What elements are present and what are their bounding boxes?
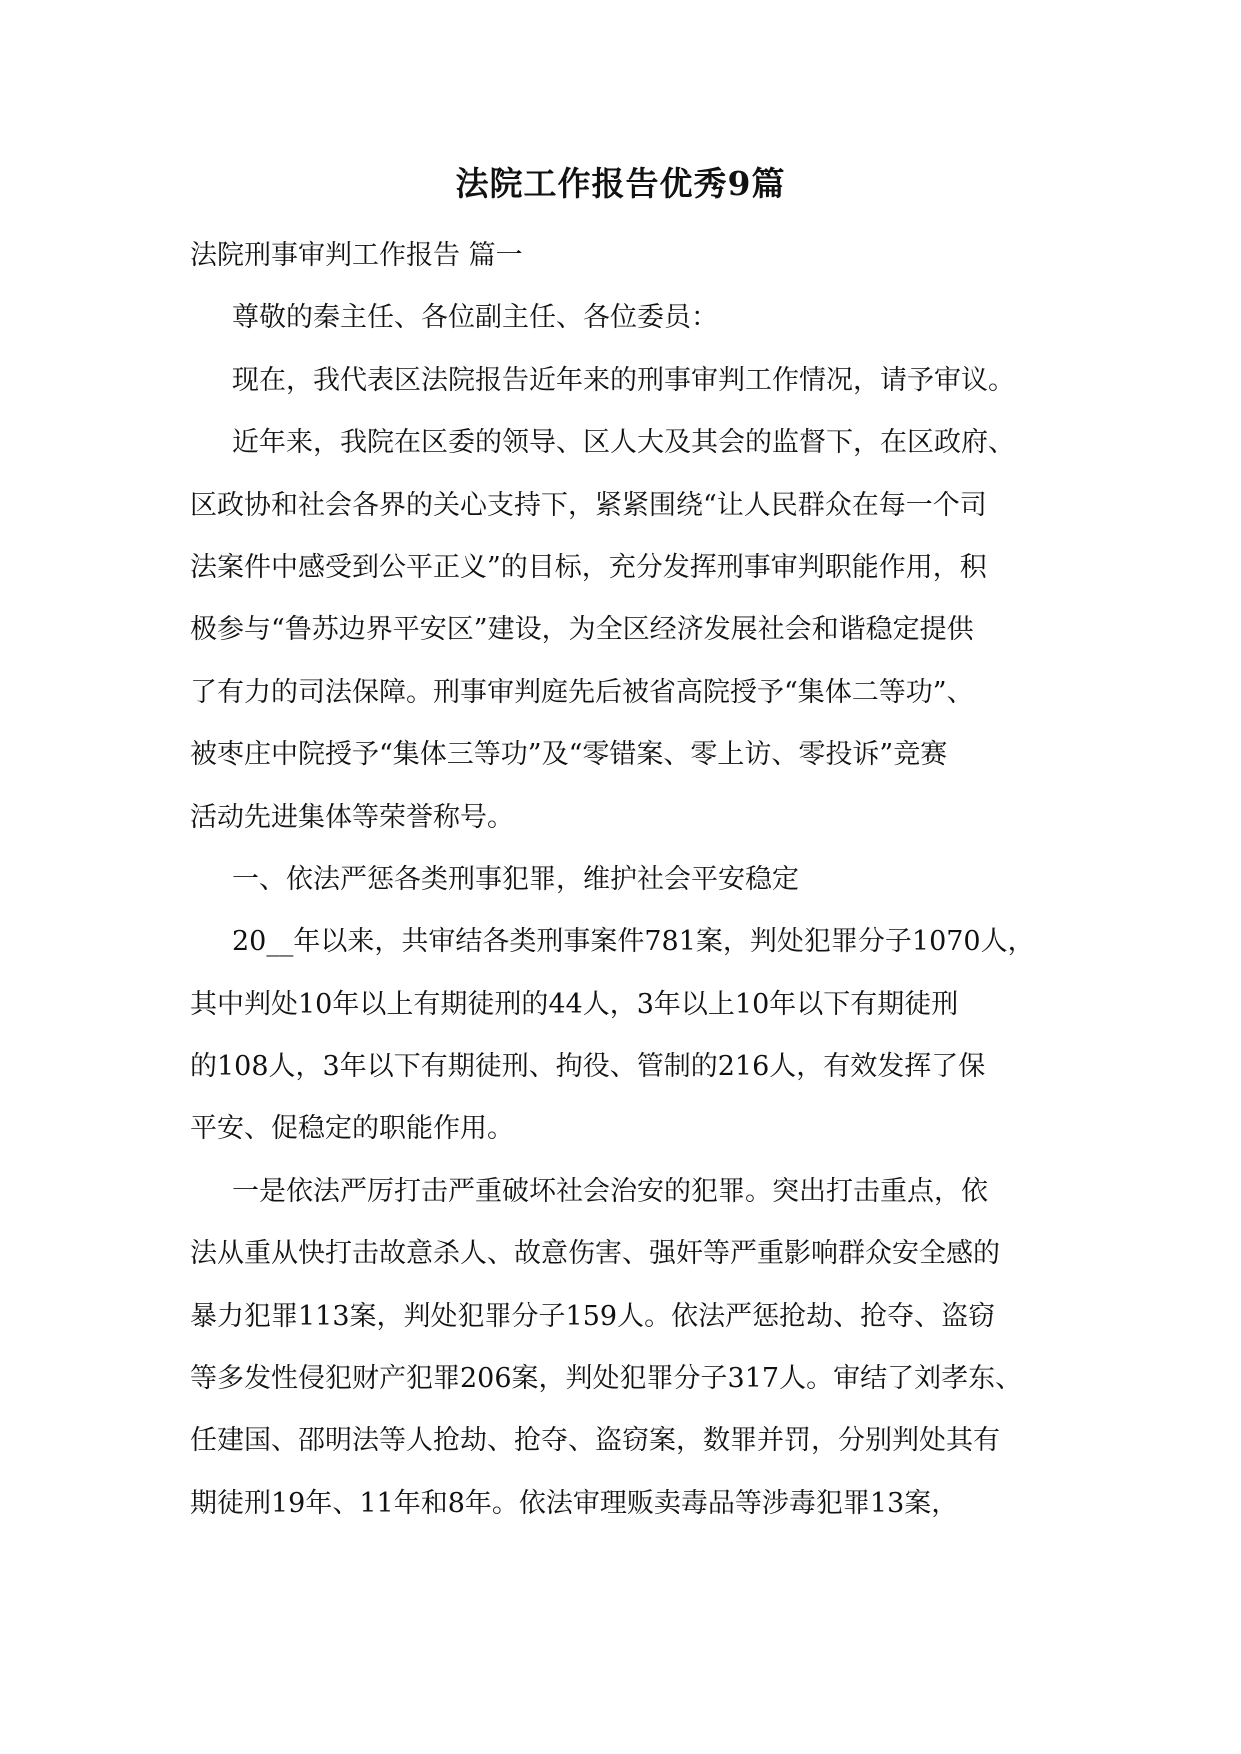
text-line: 活动先进集体等荣誉称号。 [190, 801, 514, 833]
text-line: 平安、促稳定的职能作用。 [190, 1113, 514, 1145]
text-line: 了有力的司法保障。刑事审判庭先后被省高院授予“集体二等功”、 [190, 676, 974, 708]
text-line: 期徒刑19年、11年和8年。依法审理贩卖毒品等涉毒犯罪13案， [190, 1487, 959, 1519]
text-line: 极参与“鲁苏边界平安区”建设，为全区经济发展社会和谐稳定提供 [190, 614, 974, 646]
text-line: 被枣庄中院授予“集体三等功”及“零错案、零上访、零投诉”竞赛 [190, 739, 948, 771]
text-line: 法院刑事审判工作报告 篇一 [190, 240, 523, 271]
text-line: 一、依法严惩各类刑事犯罪，维护社会平安稳定 [232, 863, 799, 895]
document-body [190, 225, 1070, 1535]
text-line: 法从重从快打击故意杀人、故意伤害、强奸等严重影响群众安全感的 [190, 1238, 1000, 1270]
text-line: 一是依法严厉打击严重破坏社会治安的犯罪。突出打击重点，依 [232, 1175, 988, 1207]
text-line: 其中判处10年以上有期徒刑的44人，3年以上10年以下有期徒刑 [190, 988, 959, 1020]
text-line: 近年来，我院在区委的领导、区人大及其会的监督下，在区政府、 [232, 427, 1015, 459]
text-line: 尊敬的秦主任、各位副主任、各位委员： [232, 302, 718, 334]
text-line: 20__年以来，共审结各类刑事案件781案，判处犯罪分子1070人， [232, 926, 1035, 958]
text-line: 的108人，3年以下有期徒刑、拘役、管制的216人，有效发挥了保 [190, 1051, 986, 1083]
document-title: 法院工作报告优秀9篇 [455, 164, 786, 203]
text-line: 任建国、邵明法等人抢劫、抢夺、盗窃案，数罪并罚，分别判处其有 [190, 1425, 1000, 1457]
text-line: 暴力犯罪113案，判处犯罪分子159人。依法严惩抢劫、抢夺、盗窃 [190, 1300, 996, 1332]
text-line: 区政协和社会各界的关心支持下，紧紧围绕“让人民群众在每一个司 [190, 489, 987, 521]
text-line: 法案件中感受到公平正义”的目标，充分发挥刑事审判职能作用，积 [190, 551, 987, 583]
text-line: 现在，我代表区法院报告近年来的刑事审判工作情况，请予审议。 [232, 364, 1015, 396]
text-line: 等多发性侵犯财产犯罪206案，判处犯罪分子317人。审结了刘孝东、 [190, 1363, 1023, 1395]
